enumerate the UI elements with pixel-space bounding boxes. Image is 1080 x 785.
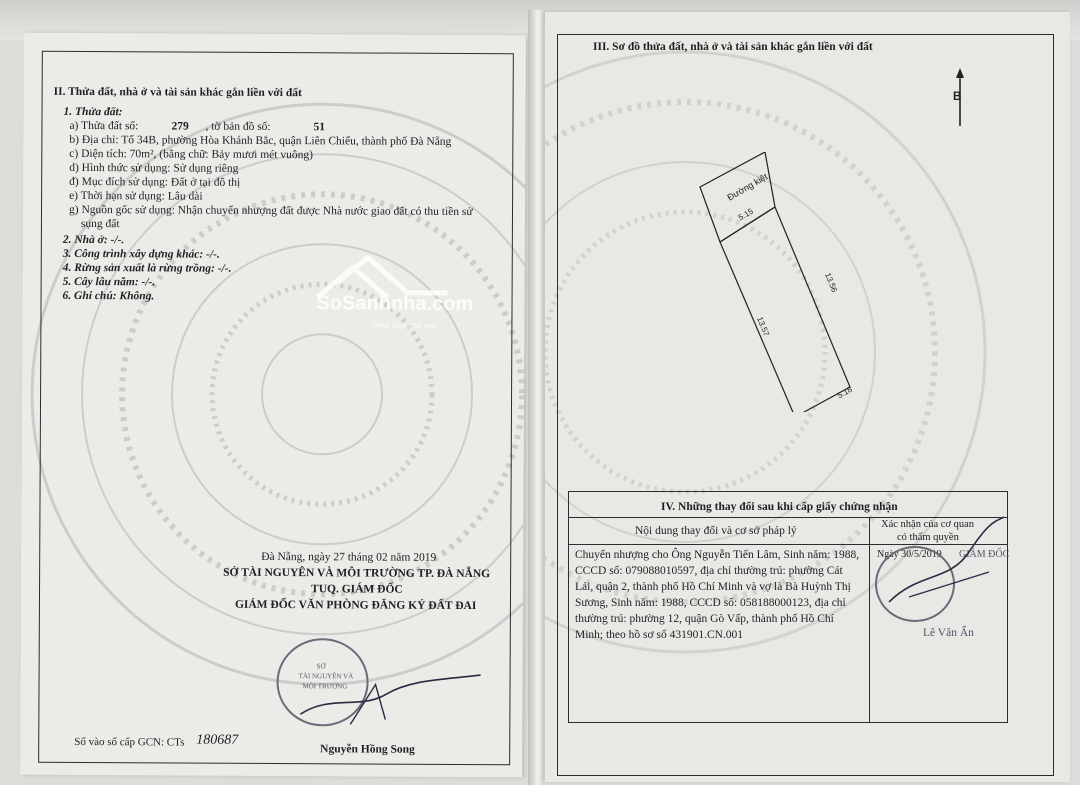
- construction-item: 3. Công trình xây dựng khác: -/-.: [62, 247, 220, 261]
- authority-line-3: GIÁM ĐỐC VĂN PHÒNG ĐĂNG KÝ ĐẤT ĐAI: [234, 598, 477, 613]
- stamp-text-3: MÔI TRƯỜNG: [302, 682, 348, 691]
- cert-register-number: 180687: [196, 732, 239, 748]
- column-header-confirm-1: Xác nhận của cơ quan: [881, 519, 975, 530]
- change-line-6: Minh; theo hồ sơ số 431901.CN.001: [575, 629, 744, 641]
- table-title: IV. Những thay đổi sau khi cấp giấy chứng nhận: [661, 501, 898, 513]
- column-header-content: Nội dung thay đổi và cơ sở pháp lý: [635, 525, 797, 537]
- stamp-text-1: SỞ: [316, 662, 326, 671]
- change-line-1: Chuyển nhượng cho Ông Nguyễn Tiến Lâm, Sinh năm: 1988,: [575, 549, 860, 561]
- dim-right: 13.56: [823, 271, 839, 294]
- dim-top: 5.15: [736, 206, 755, 223]
- cert-register-label: Số vào sổ cấp GCN: CTs: [74, 735, 185, 749]
- section-title-ii: II. Thửa đất, nhà ở và tài sản khác gắn liền với đất: [53, 85, 302, 100]
- parcel-label: a) Thửa đất số:: [69, 119, 139, 133]
- dim-bottom: 5.18: [835, 384, 854, 401]
- address-line: b) Địa chỉ: Tổ 34B, phường Hòa Khánh Bắc, quận Liên Chiểu, thành phố Đà Nẵng: [69, 133, 452, 148]
- authority-line-2: TUQ. GIÁM ĐỐC: [311, 583, 403, 596]
- usage-form-line: d) Hình thức sử dụng: Sử dụng riêng: [69, 161, 239, 175]
- section-title-iii: III. Sơ đồ thửa đất, nhà ở và tài sản khác gắn liền với đất: [593, 41, 873, 53]
- watermark-brand: SoSanhnha.com: [316, 292, 474, 316]
- origin-line-2: sụng đất: [80, 217, 120, 231]
- change-line-4: Sương, Sinh năm: 1988, CCCD số: 058188000123, địa chỉ: [575, 597, 846, 609]
- change-line-3: Lái, quận 2, thành phố Hồ Chí Minh và vợ là Bà Huỳnh Thị: [575, 581, 851, 593]
- map-label: , tờ bản đồ số:: [205, 120, 271, 133]
- change-line-5: thường trú: phường 12, quận Gò Vấp, thành phố Hồ Chí: [575, 613, 834, 625]
- perennial-tree-item: 5. Cây lâu năm: -/-.: [62, 275, 156, 289]
- parcel-number: 279: [171, 120, 189, 133]
- authority-line-1: SỞ TÀI NGUYÊN VÀ MÔI TRƯỜNG TP. ĐÀ NẴNG: [223, 566, 491, 581]
- column-header-confirm-2: có thẩm quyền: [897, 532, 959, 543]
- issue-date: Đà Nẵng, ngày 27 tháng 02 năm 2019: [261, 550, 437, 564]
- area-line: c) Diện tích: 70m², (bằng chữ: Bảy mươi mét vuông): [69, 147, 313, 162]
- confirm-date: Ngày 30/5/2019: [877, 549, 942, 560]
- forest-item: 4. Rừng sản xuất là rừng trồng: -/-.: [62, 261, 232, 275]
- certificate-left-page: [20, 33, 526, 778]
- stamp-text-2: TÀI NGUYÊN VÀ: [298, 672, 354, 681]
- signer-name: Nguyễn Hồng Song: [320, 743, 415, 756]
- note-item: 6. Ghi chú: Không.: [62, 289, 155, 303]
- center-fold: [528, 10, 544, 785]
- watermark-tagline: Great choice for you: [372, 322, 436, 330]
- north-label: B: [953, 91, 962, 103]
- usage-term-line: e) Thời hạn sử dụng: Lâu dài: [69, 189, 203, 203]
- dim-left: 13.57: [755, 315, 771, 338]
- confirm-title: GIÁM ĐỐC: [959, 549, 1010, 560]
- origin-line-1: g) Nguồn gốc sử dụng: Nhận chuyển nhượng đất được Nhà nước giao đất có thu tiền sử: [68, 203, 473, 219]
- house-item: 2. Nhà ở: -/-.: [62, 233, 125, 247]
- confirm-signer: Lê Văn Ẩn: [923, 627, 974, 639]
- official-stamp: [276, 638, 368, 726]
- confirm-stamp: [875, 546, 955, 622]
- usage-purpose-line: đ) Mục đích sử dụng: Đất ở tại đô thị: [69, 175, 241, 189]
- parcel-heading: 1. Thửa đất:: [63, 105, 123, 119]
- change-line-2: CCCD số: 079088010597, địa chỉ thường trú: phường Cát: [575, 565, 843, 577]
- changes-table: [568, 491, 1008, 723]
- road-label: Đường kiệt: [725, 171, 770, 203]
- table-column-divider: [869, 517, 870, 722]
- map-number: 51: [313, 121, 325, 134]
